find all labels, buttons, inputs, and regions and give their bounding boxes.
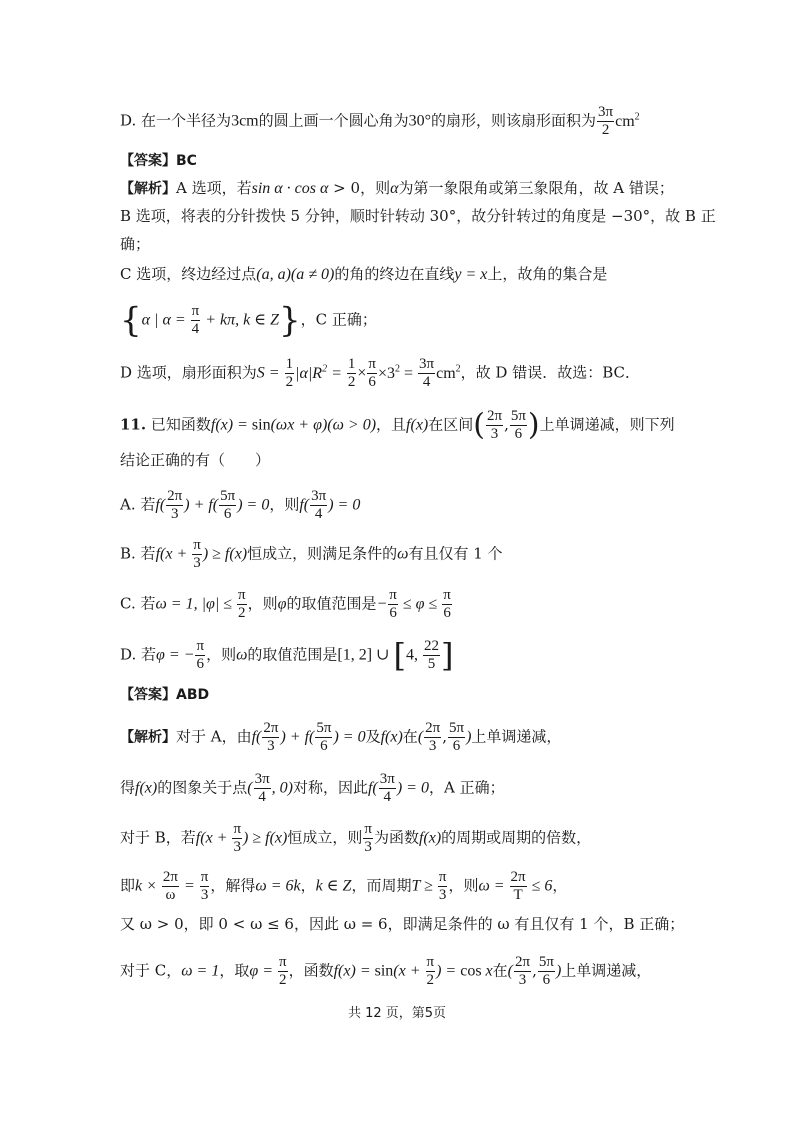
text: 对于 C， — [120, 961, 182, 980]
text: ，函数 — [288, 961, 334, 980]
text: D. 若 — [120, 645, 157, 664]
text: 对称，因此 — [292, 778, 368, 797]
analysis-10-line1: 【解析】A 选项，若sin α · cos α > 0，则α为第一象限角或第三象限角，故 A 错误； — [120, 179, 674, 197]
question-number: 11. — [120, 415, 147, 434]
analysis-10-line6: D 选项，扇形面积为S = $\frac{1}{2}$ $|\alpha|R^2$ = $\frac{1}{2}$ × $\frac{\pi}{6}$ $\times 3^2$ = $\frac{3\pi}{4}$ $cm^2$，故 D 错误．故选：BC． — [120, 356, 640, 390]
analysis-label: 【解析】 — [120, 181, 176, 197]
text: 在 — [492, 961, 508, 980]
analysis-11-line2: 得f(x)的图象关于点( $\frac{3\pi}{4}$ , 0)对称，因此f( $\frac{3\pi}{4}$ ) = 0，A 正确； — [120, 771, 505, 805]
text: 又 ω > 0，即 0 < ω ≤ 6，因此 ω = 6，即满足条件的 ω 有且仅有 1 个，B 正确； — [120, 915, 685, 933]
answer-label: 【答案】 — [120, 153, 176, 169]
text: 有且仅有 1 个 — [408, 544, 503, 563]
text: ，解得 — [210, 876, 256, 895]
answer-value: BC — [176, 153, 197, 169]
q11-option-a: A. 若f( $\frac{2\pi}{3}$ ) + f( $\frac{5\pi}{6}$ ) = 0，则f( $\frac{3\pi}{4}$ ) = 0 — [120, 488, 361, 522]
text: 的取值范围是 — [286, 594, 377, 613]
text: D 选项，扇形面积为 — [120, 363, 257, 382]
answer-10 — [120, 150, 698, 171]
text: 的扇形，则该扇形面积为 — [431, 111, 597, 130]
text: 在区间 — [428, 415, 474, 434]
text: 上，故角的集合是 — [487, 265, 608, 283]
text: ，而周期 — [351, 876, 412, 895]
text: 为第一象限角或第三象限角，故 A 错误； — [398, 179, 674, 197]
text: C 选项，终边经过点 — [120, 265, 257, 283]
text: 结论正确的有（ ） — [120, 451, 271, 469]
text: 为函数 — [373, 828, 419, 847]
q11-stem-line2 — [120, 450, 698, 470]
page-footer: 共 12 页，第5页 — [347, 1006, 447, 1021]
text: 上单调递减，则下列 — [539, 415, 675, 434]
text: ，C 正确； — [300, 310, 377, 329]
analysis-label: 【解析】 — [120, 729, 176, 746]
q11-option-b: B. 若f(x + $\frac{\pi}{3}$ ) ≥ f(x)恒成立，则满足条件的ω有且仅有 1 个 — [120, 537, 503, 571]
text: 即 — [120, 876, 136, 895]
text: B 选项，将表的分针拨快 5 分钟，顺时针转动 30°，故分针转过的角度是 −30°，故 B 正 — [120, 207, 716, 225]
text: 对于 B，若 — [120, 828, 196, 847]
text: ，故 D 错误．故选：BC． — [460, 363, 640, 382]
text: 及 — [365, 727, 381, 746]
text: ，则 — [448, 876, 479, 895]
analysis-11-line5 — [120, 914, 698, 934]
text: 的周期或周期的倍数， — [441, 828, 592, 847]
text: ，则 — [247, 594, 278, 613]
text: 得 — [120, 778, 136, 797]
text: 在一个半径为 — [141, 111, 232, 130]
text: 在 — [402, 727, 418, 746]
analysis-10-line4: C 选项，终边经过点(a, a)(a ≠ 0)的角的终边在直线y = x上，故角的集合是 — [120, 265, 608, 283]
text: ，则 — [360, 179, 391, 197]
text: 恒成立，则 — [287, 828, 363, 847]
text: 恒成立，则满足条件的 — [247, 544, 398, 563]
analysis-11-line3: 对于 B，若f(x + $\frac{\pi}{3}$ ) ≥ f(x)恒成立，则 $\frac{\pi}{3}$ 为函数f(x)的周期或周期的倍数， — [120, 821, 592, 855]
q10-option-d: D. 在一个半径为3cm的圆上画一个圆心角为30°的扇形，则该扇形面积为 $\frac{3\pi}{2}$ $cm^2$ — [120, 104, 640, 138]
option-label: D. — [120, 111, 137, 130]
answer-value: ABD — [176, 687, 210, 703]
text: ，且 — [376, 415, 407, 434]
text: A. 若 — [120, 495, 156, 514]
analysis-10-line2 — [120, 206, 716, 226]
text: ，则 — [269, 495, 300, 514]
text: 的取值范围是 — [247, 645, 338, 664]
analysis-10-line3 — [120, 234, 698, 254]
q11-stem-line1: 11. 已知函数f(x) = sin(ωx + φ)(ω > 0)，且f(x)在区间( $\frac{2\pi}{3}$ , $\frac{5\pi}{6}$ )上单调递减，则下列 — [120, 407, 675, 443]
analysis-11-line4: 即k × $\frac{2\pi}{\omega}$ = $\frac{\pi}{3}$ ，解得ω = 6k，k ∈ Z，而周期T ≥ $\frac{\pi}{3}$ ，则ω = $\frac{2\pi}{T}$ ≤ 6， — [120, 869, 568, 903]
text: A 选项，若 — [176, 179, 252, 197]
answer-11 — [120, 684, 698, 705]
text: B. 若 — [120, 544, 156, 563]
text: 的图象关于点 — [157, 778, 248, 797]
q11-option-c: C. 若ω = 1, |φ| ≤ $\frac{\pi}{2}$ ，则φ的取值范围是− $\frac{\pi}{6}$ ≤ φ ≤ $\frac{\pi}{6}$ — [120, 587, 451, 621]
analysis-11-line6: 对于 C，ω = 1，取φ = $\frac{\pi}{2}$ ，函数f(x) = sin(x + $\frac{\pi}{2}$ ) = cos x在( $\frac{2\pi}{3}$ , $\frac{5\pi}{6}$ )上单调递减， — [120, 954, 652, 988]
text: 的圆上画一个圆心角为 — [258, 111, 409, 130]
text: 的角的终边在直线 — [334, 265, 455, 283]
text: ，则 — [206, 645, 237, 664]
answer-label: 【答案】 — [120, 687, 176, 703]
analysis-10-line5: {α | α = $\frac{\pi}{4}$ + kπ, k ∈ Z}，C 正确； — [120, 300, 377, 341]
text: ，取 — [219, 961, 250, 980]
analysis-11-line1: 【解析】对于 A，由f( $\frac{2\pi}{3}$ ) + f( $\frac{5\pi}{6}$ ) = 0及f(x)在( $\frac{2\pi}{3}$ , $\frac{5\pi}{6}$ )上单调递减， — [120, 720, 562, 754]
text: 对于 A，由 — [176, 727, 252, 746]
q11-option-d: D. 若φ = − $\frac{\pi}{6}$ ，则ω的取值范围是[1, 2] ∪ [4, $\frac{22}{5}$ ] — [120, 636, 454, 675]
text: 上单调递减， — [561, 961, 652, 980]
text: C. 若 — [120, 594, 156, 613]
text: 已知函数 — [150, 415, 211, 434]
text: 确； — [120, 235, 151, 253]
text: 上单调递减， — [471, 727, 562, 746]
text: ，A 正确； — [428, 778, 505, 797]
